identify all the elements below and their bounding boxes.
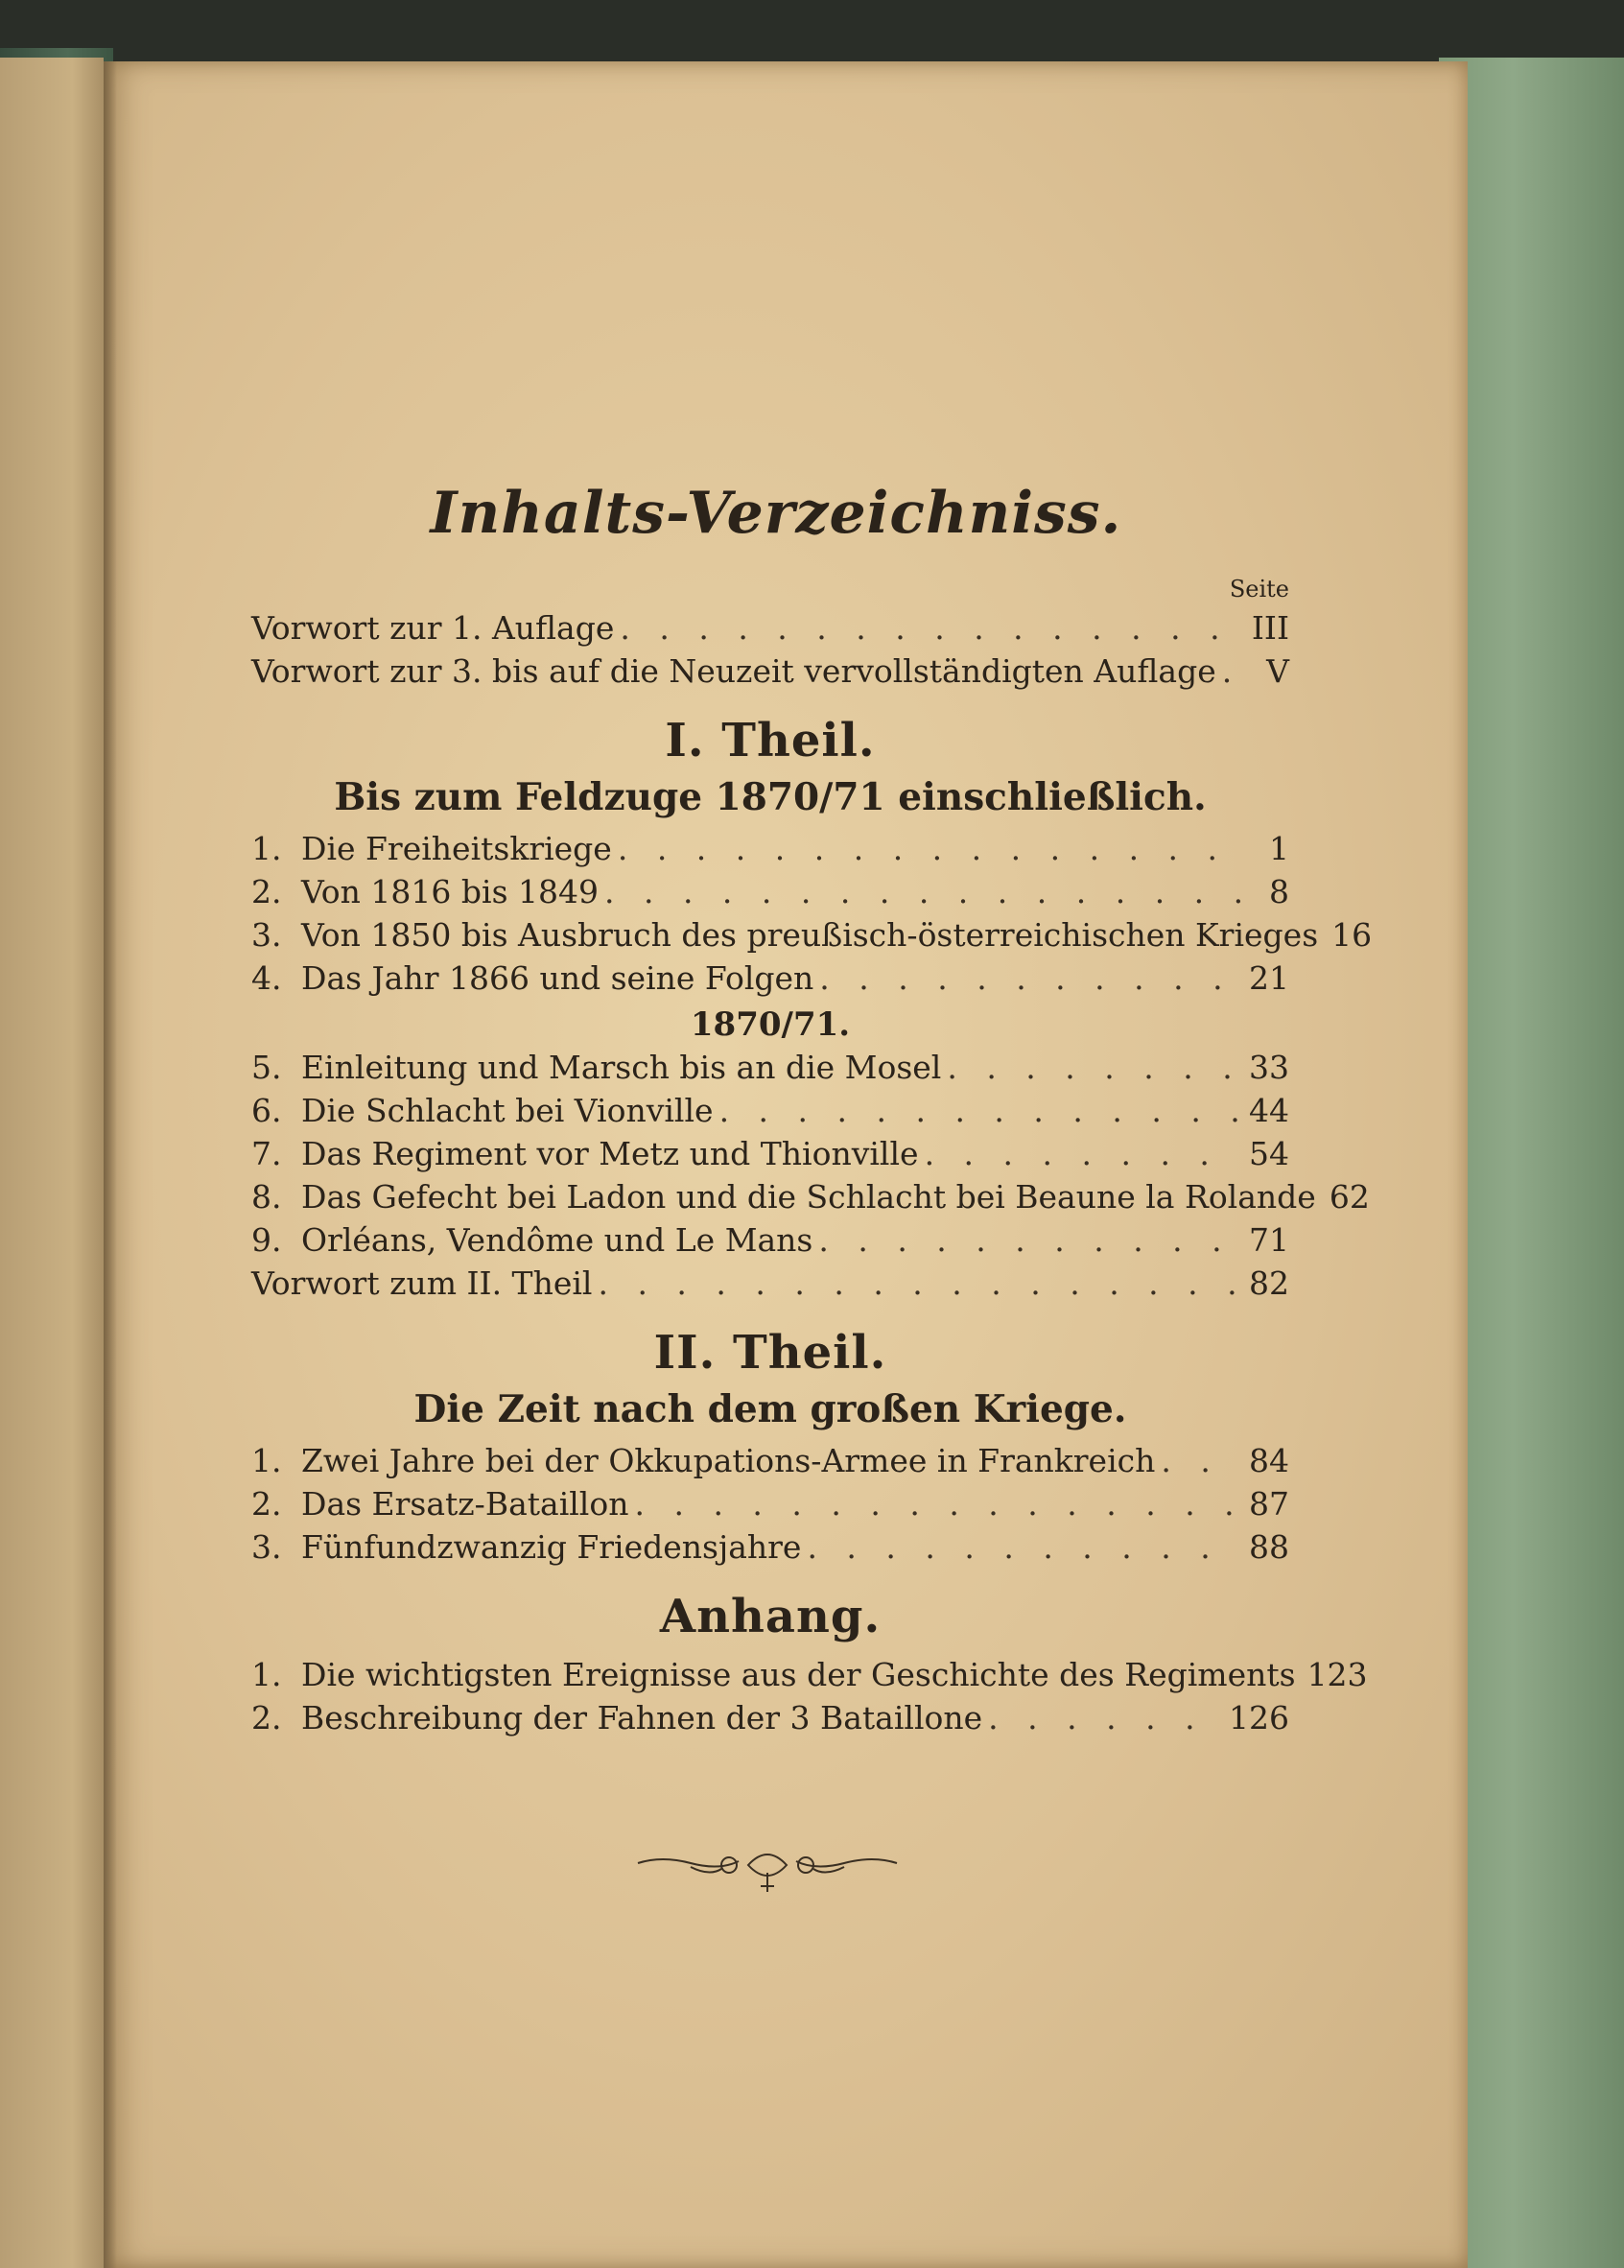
- appendix-heading: Anhang.: [659, 1590, 882, 1643]
- entry-number: 1.: [251, 830, 282, 867]
- entry-page: 82: [1249, 1264, 1289, 1302]
- entry-page: 84: [1249, 1442, 1289, 1479]
- toc-entry: [251, 957, 1289, 1000]
- entry-text: Vorwort zum II. Theil: [251, 1264, 593, 1302]
- entry-text: Beschreibung der Fahnen der 3 Bataillone: [301, 1699, 983, 1736]
- part-1-subheading: Bis zum Feldzuge 1870/71 einschließlich.: [334, 775, 1207, 819]
- dot-leader: [598, 1262, 1241, 1305]
- entry-page: 21: [1249, 959, 1289, 997]
- toc-entry: [251, 1482, 1289, 1525]
- toc-entry-front-2: [251, 650, 1289, 693]
- entry-page: 88: [1249, 1528, 1289, 1566]
- entry-text: Orléans, Vendôme und Le Mans: [301, 1221, 813, 1259]
- dot-leader: [1222, 650, 1241, 693]
- entry-text: Die wichtigsten Ereignisse aus der Geschichte des Regiments: [301, 1656, 1296, 1693]
- entry-page: 44: [1249, 1092, 1289, 1129]
- part-2-subheading: Die Zeit nach dem großen Kriege.: [413, 1387, 1127, 1431]
- entry-text: Zwei Jahre bei der Okkupations-Armee in Frankreich: [301, 1442, 1156, 1479]
- entry-text: Vorwort zur 3. bis auf die Neuzeit vervollständigten Auflage: [251, 652, 1216, 690]
- entry-text: Das Jahr 1866 und seine Folgen: [301, 959, 814, 997]
- dot-leader: [818, 1218, 1241, 1262]
- toc-entry: [251, 1089, 1289, 1132]
- dot-leader: [988, 1696, 1223, 1739]
- entry-text: Vorwort zur 1. Auflage: [251, 609, 615, 647]
- entry-page: III: [1251, 609, 1289, 647]
- toc-entry: [251, 1046, 1289, 1089]
- dot-leader: [604, 870, 1241, 913]
- entry-number: 5.: [251, 1049, 282, 1086]
- dot-leader: [947, 1046, 1241, 1089]
- toc-entry: [251, 870, 1289, 913]
- dot-leader: [925, 1132, 1241, 1175]
- dot-leader: [719, 1089, 1241, 1132]
- toc-entry: [251, 827, 1289, 870]
- entry-number: 6.: [251, 1092, 282, 1129]
- entry-page: 8: [1269, 873, 1289, 910]
- flourish-ornament-icon: [633, 1844, 902, 1902]
- dot-leader: [634, 1482, 1241, 1525]
- entry-number: 3.: [251, 1528, 282, 1566]
- entry-number: 9.: [251, 1221, 282, 1259]
- dot-leader: [819, 957, 1241, 1000]
- page-title: Inhalts-Verzeichniss.: [430, 480, 1122, 547]
- toc-entry: [251, 1696, 1289, 1739]
- entry-number: 2.: [251, 1699, 282, 1736]
- left-page-edge: [0, 58, 104, 2268]
- entry-page: 87: [1249, 1485, 1289, 1523]
- entry-number: 1.: [251, 1656, 282, 1693]
- toc-entry: [251, 1439, 1289, 1482]
- entry-number: 3.: [251, 916, 282, 954]
- entry-text: Von 1850 bis Ausbruch des preußisch-österreichischen Krieges: [301, 916, 1319, 954]
- table-of-contents: [251, 480, 1373, 1739]
- entry-page: 16: [1331, 916, 1373, 954]
- toc-entry-front-1: [251, 606, 1289, 650]
- entry-page: 126: [1229, 1699, 1289, 1736]
- toc-entry: [251, 1525, 1289, 1569]
- page-column-label: Seite: [1229, 576, 1289, 602]
- page-gutter: [104, 61, 117, 2268]
- toc-entry: [251, 913, 1373, 957]
- entry-page: 123: [1306, 1656, 1368, 1693]
- dot-leader: [1161, 1439, 1241, 1482]
- entry-page: V: [1266, 652, 1289, 690]
- toc-entry: [251, 1132, 1289, 1175]
- entry-text: Einleitung und Marsch bis an die Mosel: [301, 1049, 942, 1086]
- entry-text: Die Freiheitskriege: [301, 830, 612, 867]
- toc-entry-vorwort-2: [251, 1262, 1289, 1305]
- dot-leader: [618, 827, 1241, 870]
- entry-text: Fünfundzwanzig Friedensjahre: [301, 1528, 802, 1566]
- entry-text: Von 1816 bis 1849: [301, 873, 599, 910]
- entry-number: 4.: [251, 959, 282, 997]
- entry-number: 2.: [251, 873, 282, 910]
- part-1-heading: I. Theil.: [665, 714, 876, 768]
- year-heading: 1870/71.: [690, 1005, 851, 1044]
- entry-page: 71: [1249, 1221, 1289, 1259]
- entry-page: 62: [1329, 1178, 1370, 1216]
- toc-entry: [251, 1175, 1370, 1218]
- entry-page: 33: [1249, 1049, 1289, 1086]
- entry-text: Das Ersatz-Bataillon: [301, 1485, 629, 1523]
- entry-text: Das Gefecht bei Ladon und die Schlacht bei Beaune la Rolande: [301, 1178, 1316, 1216]
- part-2-heading: II. Theil.: [653, 1326, 887, 1380]
- toc-entry: [251, 1218, 1289, 1262]
- toc-entry: [251, 1653, 1368, 1696]
- entry-number: 7.: [251, 1135, 282, 1172]
- entry-number: 2.: [251, 1485, 282, 1523]
- entry-page: 1: [1269, 830, 1289, 867]
- dot-leader: [807, 1525, 1241, 1569]
- dot-leader: [620, 606, 1241, 650]
- entry-number: 8.: [251, 1178, 282, 1216]
- entry-page: 54: [1249, 1135, 1289, 1172]
- entry-number: 1.: [251, 1442, 282, 1479]
- entry-text: Das Regiment vor Metz und Thionville: [301, 1135, 919, 1172]
- entry-text: Die Schlacht bei Vionville: [301, 1092, 714, 1129]
